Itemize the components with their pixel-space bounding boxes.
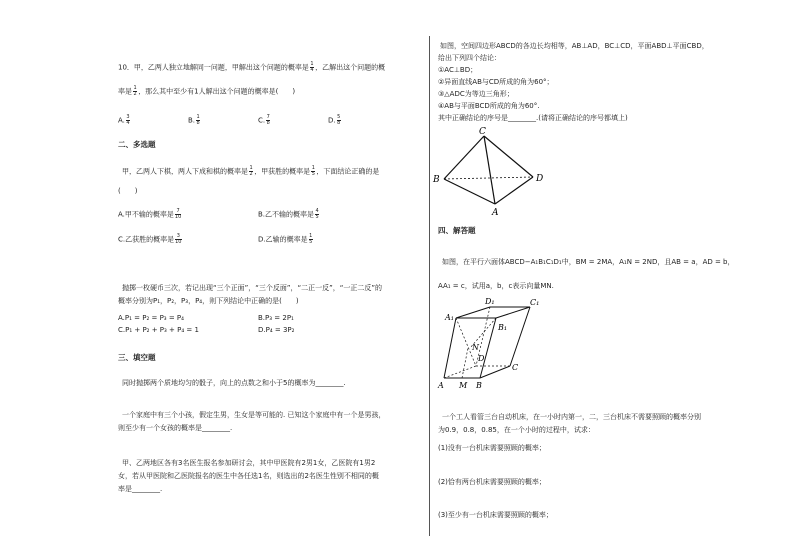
q10-option-a: A. $\frac{3}{4}$ (118, 114, 130, 126)
q12-option-c: C.P₁ + P₂ + P₃ + P₄ = 1 (118, 326, 199, 334)
fig2-label-c: C (512, 363, 519, 372)
fig2-label-a: A (438, 381, 444, 390)
q17-line2: AA₁ = c，试用a，b，c表示向量MN. (438, 282, 554, 290)
q10-option-c: C. $\frac{7}{8}$ (258, 114, 270, 126)
q11-option-a: A.甲不输的概率是 $\frac{7}{10}$ (118, 208, 182, 220)
fig1-label-a: A (492, 208, 499, 218)
q15-line2: 女，若从甲医院和乙医院报名的医生中各任选1名，则选出的2名医生性别不相同的概 (118, 472, 379, 480)
q17-line1: 如图，在平行六面体ABCD−A₁B₁C₁D₁中，BM = 2MA，A₁N = 2ND，且AB = a，AD = b， (442, 258, 735, 266)
q15-line3: 率是________. (118, 485, 163, 493)
q14-line1: 一个家庭中有三个小孩，假定生男，生女是等可能的. 已知这个家庭中有一个是男孩， (122, 411, 386, 419)
q11-option-d: D.乙输的概率是 $\frac{1}{5}$ (258, 233, 313, 245)
q10-line1 (118, 62, 385, 73)
q10-option-d: D. $\frac{5}{8}$ (328, 114, 341, 126)
section-multiple-choice: 二、多选题 (118, 140, 156, 149)
fig1-label-c: C (479, 127, 486, 137)
fig1-label-d: D (536, 174, 544, 184)
fig2-label-a1: A₁ (445, 313, 454, 322)
q10-option-b: B. $\frac{1}{8}$ (188, 114, 200, 126)
q10-text: ，那么其中至少有1人解出这个问题的概率是( ) (138, 87, 296, 96)
q10-fraction-2: $\frac{1}{2}$ (133, 85, 137, 97)
section-fill-blank: 三、填空题 (118, 353, 156, 362)
right-column (430, 0, 794, 560)
q10-fraction-1: $\frac{1}{4}$ (310, 61, 314, 73)
q12-option-a: A.P₁ = P₂ = P₃ = P₄ (118, 314, 184, 322)
q11-option-b: B.乙不输的概率是 $\frac{4}{5}$ (258, 208, 319, 220)
q14-line2: 则至少有一个女孩的概率是________. (118, 424, 233, 432)
fig2-label-d1: D₁ (485, 297, 495, 306)
q16-answer-prompt: 其中正确结论的序号是________.(请将正确结论的序号都填上) (438, 114, 628, 122)
fig1-label-b: B (433, 175, 440, 185)
q10-text: ，乙解出这个问题的概 (315, 63, 386, 72)
q18-line2: 为0.9，0.8，0.85，在一个小时的过程中，试求： (438, 426, 595, 434)
fig2-label-d: D (478, 354, 485, 363)
q16-item-3: ③△ADC为等边三角形； (438, 90, 514, 98)
q10-text: 10．甲，乙两人独立地解同一问题，甲解出这个问题的概率是 (118, 63, 309, 72)
section-solutions: 四、解答题 (438, 226, 476, 235)
fig2-label-b1: B₁ (498, 323, 508, 332)
q11-line1: 甲，乙两人下棋，两人下成和棋的概率是 $\frac{1}{2}$ ，甲获胜的概率是 $\frac{1}{5}$ ，下面结论正确的是 (122, 165, 380, 177)
q18-part-3: (3)至少有一台机床需要照顾的概率； (438, 511, 553, 519)
q11-line2: ( ) (118, 187, 138, 195)
fig2-label-b: B (476, 381, 482, 390)
q15-line1: 甲、乙两地区各有3名医生报名参加研讨会，其中甲医院有2男1女，乙医院有1男2 (122, 459, 376, 467)
q13-text: 同时抛掷两个质地均匀的骰子，向上的点数之和小于5的概率为________. (122, 379, 346, 387)
fig2-label-m: M (459, 381, 468, 390)
parallelepiped-figure (430, 294, 540, 394)
q16-item-1: ①AC⊥BD； (438, 66, 478, 74)
fig2-label-c1: C₁ (530, 298, 540, 307)
q11-option-c: C.乙获胜的概率是 $\frac{3}{10}$ (118, 233, 182, 245)
fig2-label-n: N (472, 343, 479, 352)
q16-item-2: ②异面直线AB与CD所成的角为60°； (438, 78, 554, 86)
q10-text: 率是 (118, 87, 132, 96)
q10-line2 (118, 86, 295, 97)
q16-line1: 如图，空间四边形ABCD的各边长均相等，AB⊥AD，BC⊥CD，平面ABD⊥平面CBD， (440, 42, 709, 50)
q18-part-2: (2)恰有两台机床需要照顾的概率； (438, 478, 546, 486)
q18-part-1: (1)没有一台机床需要照顾的概率； (438, 444, 546, 452)
q16-line2: 给出下列四个结论： (438, 54, 501, 62)
q12-line2: 概率分别为P₁，P₂，P₃，P₄，则下列结论中正确的是( ) (118, 297, 299, 305)
tetrahedron-figure (430, 124, 550, 220)
q12-line1: 抛掷一枚硬币三次，若记出现“三个正面”，“三个反面”，“二正一反”，“一正二反”的 (122, 284, 383, 292)
q12-option-d: D.P₄ = 3P₂ (258, 326, 295, 334)
q16-item-4: ④AB与平面BCD所成的角为60°. (438, 102, 540, 110)
q12-option-b: B.P₃ = 2P₁ (258, 314, 294, 322)
q18-line1: 一个工人看管三台自动机床，在一小时内第一，二，三台机床不需要照顾的概率分别 (442, 413, 701, 421)
